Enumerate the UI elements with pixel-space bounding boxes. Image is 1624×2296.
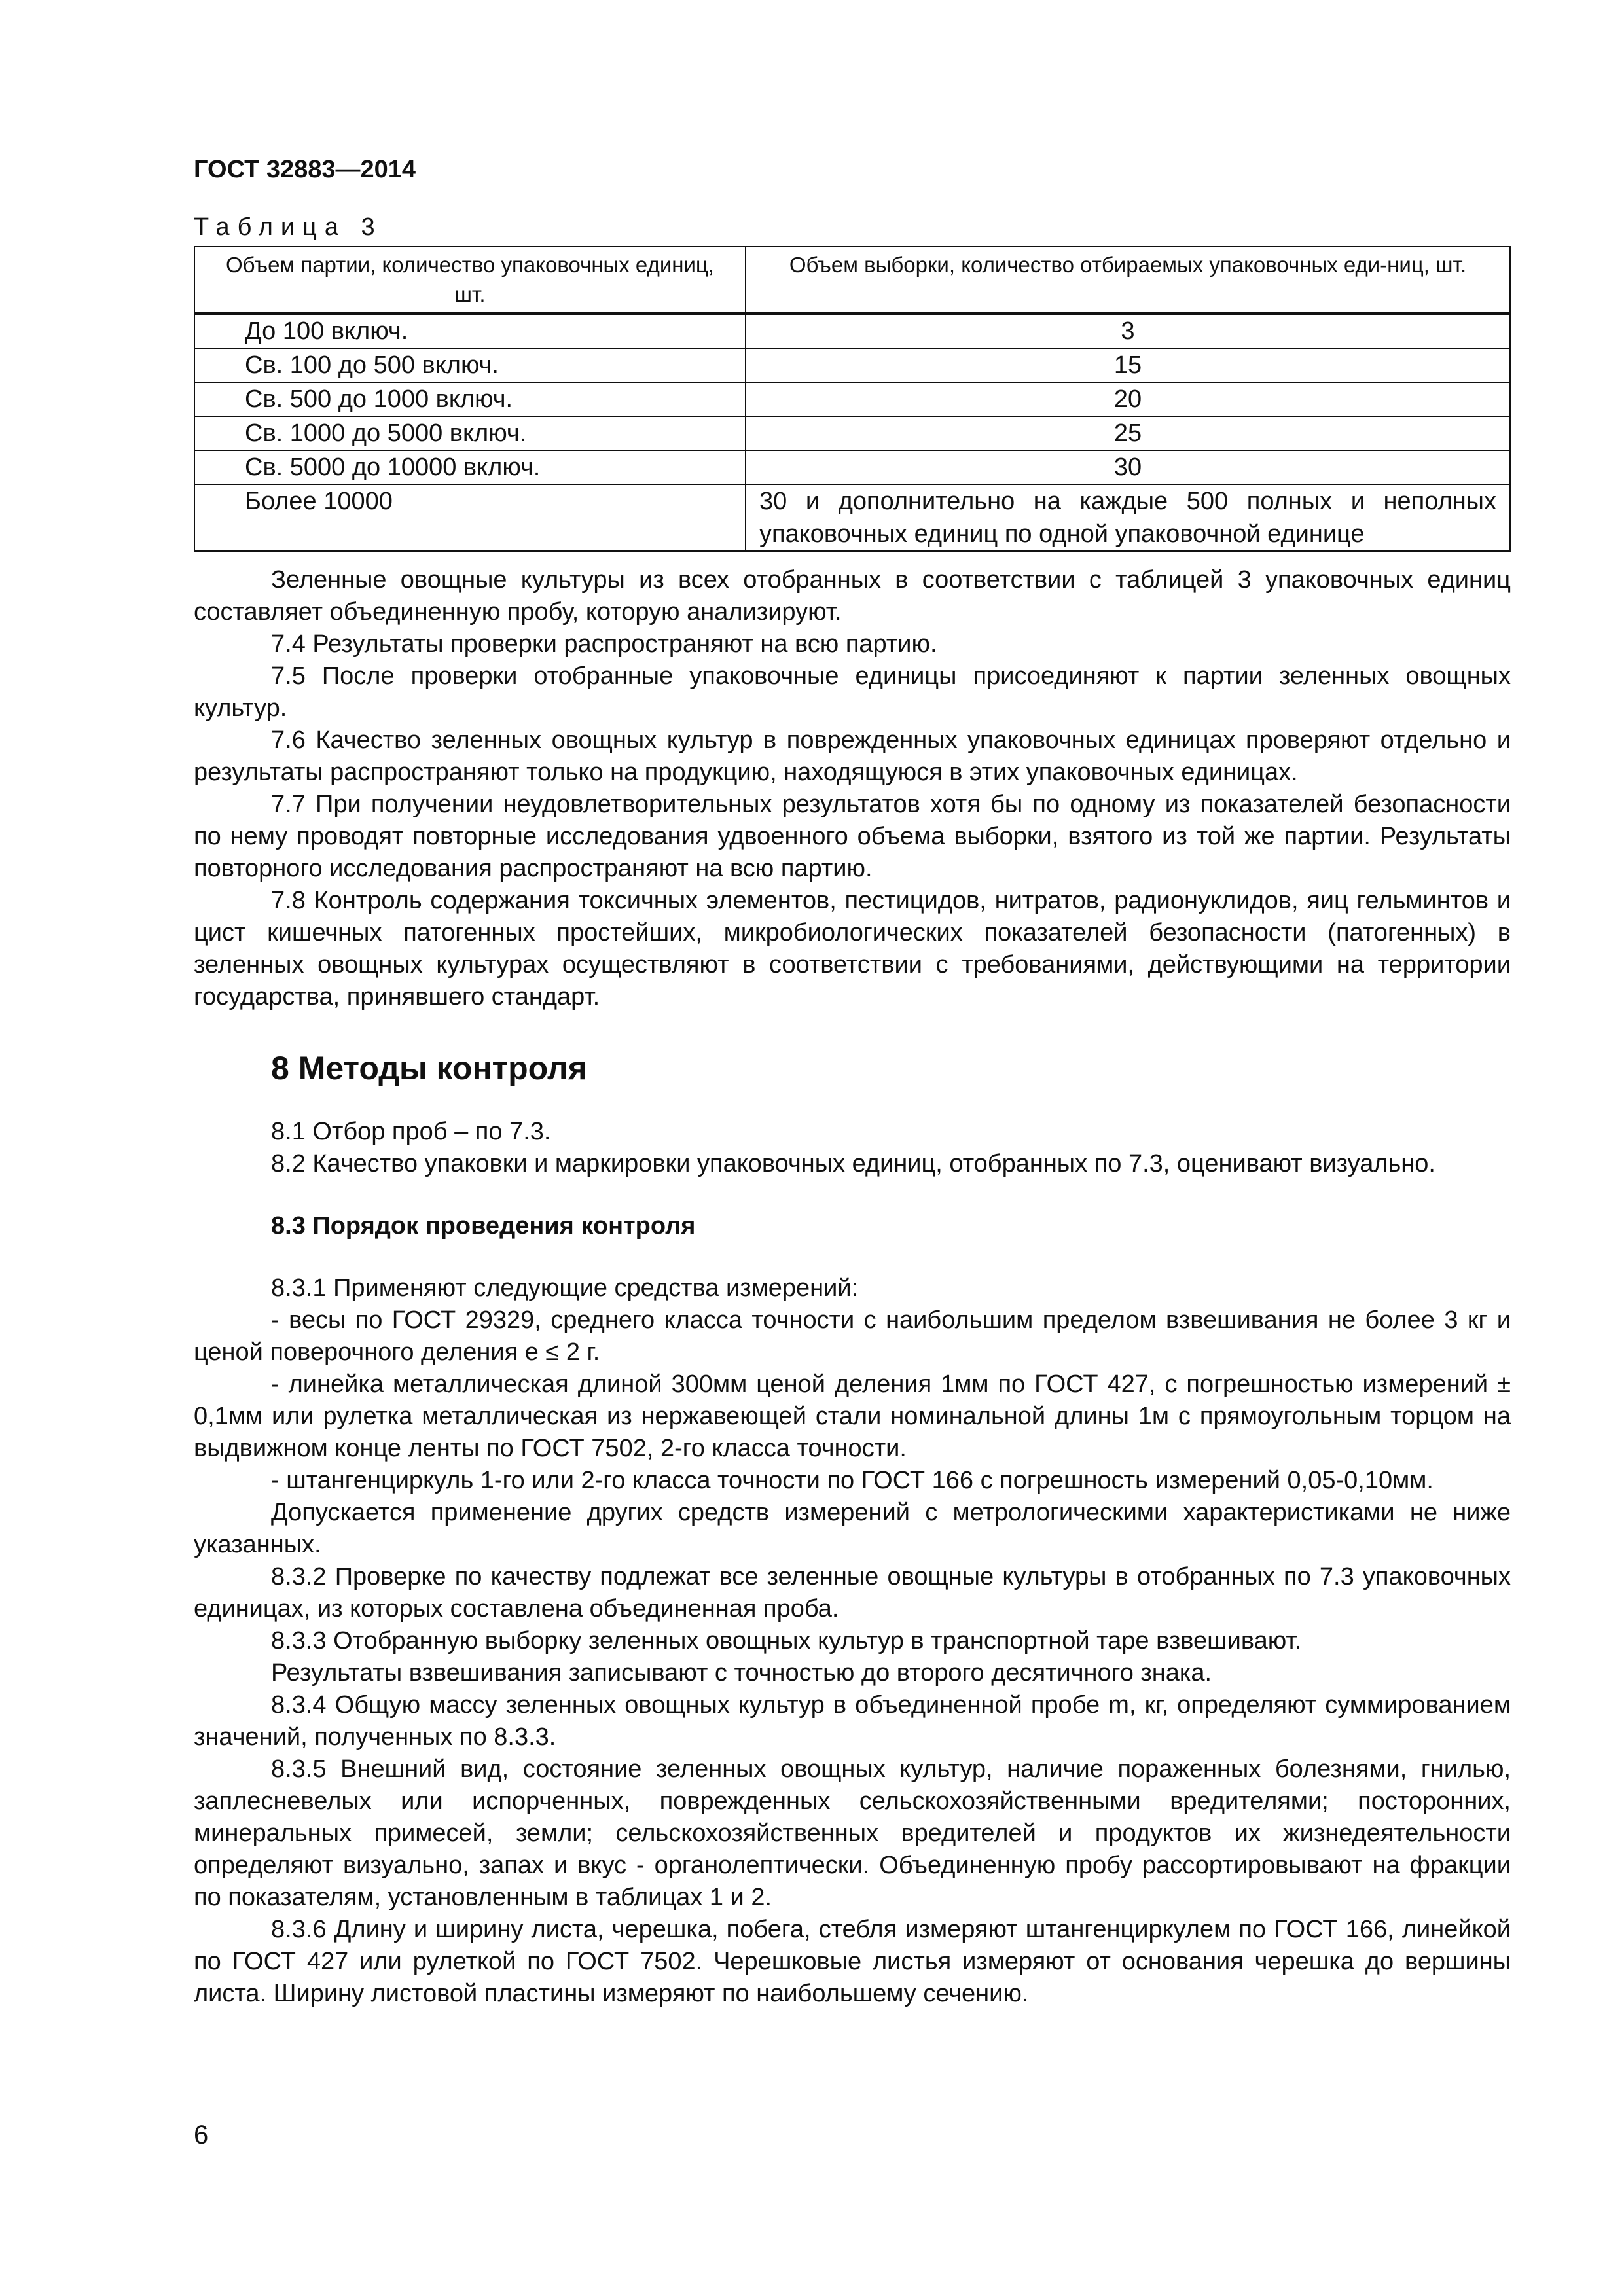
subsection-heading: 8.3 Порядок проведения контроля (271, 1212, 696, 1240)
table-col-header-1: Объем партии, количество упаковочных единиц, шт. (194, 247, 746, 314)
paragraph: 7.6 Качество зеленных овощных культур в поврежденных упаковочных единицах проверяют отдельно и результаты распространяют только на продукцию, находящуюся в этих упаковочных единицах. (194, 726, 1511, 786)
paragraph: Результаты взвешивания записывают с точностью до второго десятичного знака. (271, 1659, 1212, 1687)
list-item: - весы по ГОСТ 29329, среднего класса точности с наибольшим пределом взвешивания не более 3 кг и ценой поверочного деления е ≤ 2 г. (194, 1306, 1511, 1366)
table-cell: До 100 включ. (194, 314, 746, 349)
paragraph: 8.1 Отбор проб – по 7.3. (271, 1118, 551, 1145)
paragraph: 7.8 Контроль содержания токсичных элементов, пестицидов, нитратов, радионуклидов, яиц гельминтов и цист кишечных патогенных простейших, микробиологических показателей безопасности (патогенных) в зеленных овощных культурах осуществляют в соответствии с требованиями, действующими на территории государства, принявшего стандарт. (194, 887, 1511, 1011)
table-row (194, 484, 1510, 551)
paragraph: 8.2 Качество упаковки и маркировки упаковочных единиц, отобранных по 7.3, оценивают визуально. (271, 1150, 1435, 1177)
page-number: 6 (194, 2121, 209, 2149)
table-cell: 3 (746, 314, 1510, 349)
table-row (194, 416, 1510, 450)
paragraph: 7.7 При получении неудовлетворительных результатов хотя бы по одному из показателей безопасности по нему проводят повторные исследования удвоенного объема выборки, взятого из той же партии. Результаты повторного исследования распространяют на всю партию. (194, 791, 1511, 882)
table-row (194, 314, 1510, 349)
table-cell: Св. 1000 до 5000 включ. (194, 416, 746, 450)
paragraph: Допускается применение других средств измерений с метрологическими характеристиками не ниже указанных. (194, 1499, 1511, 1558)
paragraph: 8.3.5 Внешний вид, состояние зеленных овощных культур, наличие пораженных болезнями, гнилью, заплесневелых или испорченных, поврежденных сельскохозяйственными вредителями; посторонних, минеральных примесей, земли; сельскохозяйственных вредителей и продуктов их жизнедеятельности определяют визуально, запах и вкус - органолептически. Объединенную пробу рассортировывают на фракции по показателям, установленным в таблицах 1 и 2. (194, 1755, 1511, 1911)
table-cell: Св. 500 до 1000 включ. (194, 382, 746, 416)
list-item: - линейка металлическая длиной 300мм ценой деления 1мм по ГОСТ 427, с погрешностью измерений ± 0,1мм или рулетка металлическая из нержавеющей стали номинальной длины 1м с прямоугольным торцом на выдвижном конце ленты по ГОСТ 7502, 2-го класса точности. (194, 1371, 1511, 1462)
paragraph: 8.3.1 Применяют следующие средства измерений: (271, 1274, 859, 1302)
table-row (194, 348, 1510, 382)
table-cell: 30 (746, 450, 1510, 484)
paragraph: 8.3.3 Отобранную выборку зеленных овощных культур в транспортной таре взвешивают. (271, 1627, 1302, 1655)
table-cell: 30 и дополнительно на каждые 500 полных и неполных упаковочных единиц по одной упаковочной единице (746, 484, 1510, 551)
paragraph: 8.3.4 Общую массу зеленных овощных культур в объединенной пробе m, кг, определяют суммированием значений, полученных по 8.3.3. (194, 1691, 1511, 1751)
table-cell: 25 (746, 416, 1510, 450)
table-caption: Таблица 3 (194, 213, 383, 241)
table-cell: 20 (746, 382, 1510, 416)
document-body (194, 564, 1511, 2010)
paragraph: Зеленные овощные культуры из всех отобранных в соответствии с таблицей 3 упаковочных единиц составляет объединенную пробу, которую анализируют. (194, 566, 1511, 626)
paragraph: 8.3.2 Проверке по качеству подлежат все зеленные овощные культуры в отобранных по 7.3 упаковочных единицах, из которых составлена объединенная проба. (194, 1563, 1511, 1623)
table-cell: Св. 100 до 500 включ. (194, 348, 746, 382)
paragraph: 7.4 Результаты проверки распространяют на всю партию. (271, 630, 937, 658)
table-col-header-2: Объем выборки, количество отбираемых упаковочных еди-ниц, шт. (746, 247, 1510, 314)
table-row (194, 382, 1510, 416)
document-header: ГОСТ 32883—2014 (194, 156, 416, 183)
table-cell: Более 10000 (194, 484, 746, 551)
paragraph: 7.5 После проверки отобранные упаковочные единицы присоединяют к партии зеленных овощных культур. (194, 662, 1511, 722)
list-item: - штангенциркуль 1-го или 2-го класса точности по ГОСТ 166 с погрешность измерений 0,05-0,10мм. (271, 1467, 1434, 1494)
table-3 (194, 246, 1511, 552)
table-row (194, 450, 1510, 484)
table-cell: 15 (746, 348, 1510, 382)
paragraph: 8.3.6 Длину и ширину листа, черешка, побега, стебля измеряют штангенциркулем по ГОСТ 166, линейкой по ГОСТ 427 или рулеткой по ГОСТ 7502. Черешковые листья измеряют от основания черешка до вершины листа. Ширину листовой пластины измеряют по наибольшему сечению. (194, 1916, 1511, 2007)
table-cell: Св. 5000 до 10000 включ. (194, 450, 746, 484)
section-heading: 8 Методы контроля (271, 1050, 587, 1086)
table-header-row (194, 247, 1510, 314)
